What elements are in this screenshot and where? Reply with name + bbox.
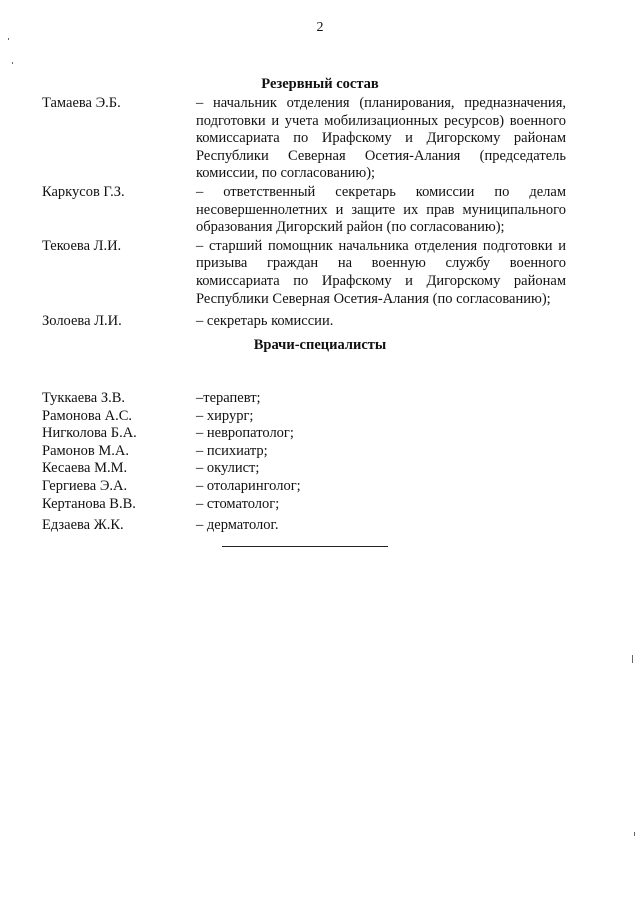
doctor-name: Рамонова А.С. (42, 407, 133, 424)
doctors-list (0, 390, 640, 535)
doctor-specialty: – хирург; (196, 407, 254, 424)
doctor-specialty: – невропатолог; (196, 425, 294, 442)
reserve-section-title: Резервный состав (261, 76, 379, 92)
scan-speck (634, 832, 635, 836)
doctor-name: Гергиева Э.А. (42, 477, 128, 494)
doctor-row (0, 390, 640, 408)
doctor-name: Рамонов М.А. (42, 442, 130, 459)
scan-speck (8, 38, 9, 40)
member-role: – секретарь комиссии. (196, 313, 334, 330)
doctor-name: Кесаева М.М. (42, 460, 128, 477)
page-number: 2 (316, 20, 324, 35)
doctor-row (0, 496, 640, 514)
member-name: Тамаева Э.Б. (42, 95, 121, 111)
doctor-specialty: – стоматолог; (196, 495, 280, 512)
member-role: – старший помощник начальника отделения подготовки и призыва граждан на военную службу военного комиссариата по Ирафскому и Дигорскому районам Республики Северная Осетия-Алания (по согласованию); (196, 237, 566, 307)
reserve-member-list (0, 95, 640, 331)
member-name: Каркусов Г.З. (42, 183, 125, 200)
doctor-row (0, 443, 640, 461)
reserve-member-row (0, 238, 640, 308)
reserve-member-row (0, 184, 640, 237)
doctors-section-title: Врачи-специалисты (253, 337, 387, 353)
member-role: – ответственный секретарь комиссии по делам несовершеннолетних и защите их прав муниципального образования Дигорский район (по согласованию); (196, 183, 566, 236)
doctor-name: Кертанова В.В. (42, 495, 136, 512)
doctor-row (0, 478, 640, 496)
doctor-specialty: –терапевт; (196, 390, 261, 406)
doctor-name: Нигколова Б.А. (42, 425, 137, 442)
member-role: – начальник отделения (планирования, предназначения, подготовки и учета мобилизационных ресурсов) военного комиссариата по Ирафскому и Дигорскому районам Республики Северная Осетия-Алания (председатель комиссии, по согласованию); (196, 95, 566, 182)
scan-speck (632, 655, 633, 663)
reserve-member-row (0, 313, 640, 331)
doctor-row (0, 408, 640, 426)
member-name: Текоева Л.И. (42, 237, 122, 254)
doctor-specialty: – дерматолог. (196, 517, 279, 534)
doctor-row (0, 517, 640, 535)
reserve-member-row (0, 95, 640, 183)
member-name: Золоева Л.И. (42, 313, 122, 330)
end-divider (222, 546, 388, 547)
doctor-row (0, 425, 640, 443)
doctor-specialty: – психиатр; (196, 442, 268, 459)
doctor-row (0, 460, 640, 478)
scan-speck (12, 62, 13, 64)
doctor-specialty: – отоларинголог; (196, 477, 301, 494)
doctor-specialty: – окулист; (196, 460, 260, 477)
doctor-name: Едзаева Ж.К. (42, 517, 124, 534)
doctor-name: Туккаева З.В. (42, 390, 126, 406)
